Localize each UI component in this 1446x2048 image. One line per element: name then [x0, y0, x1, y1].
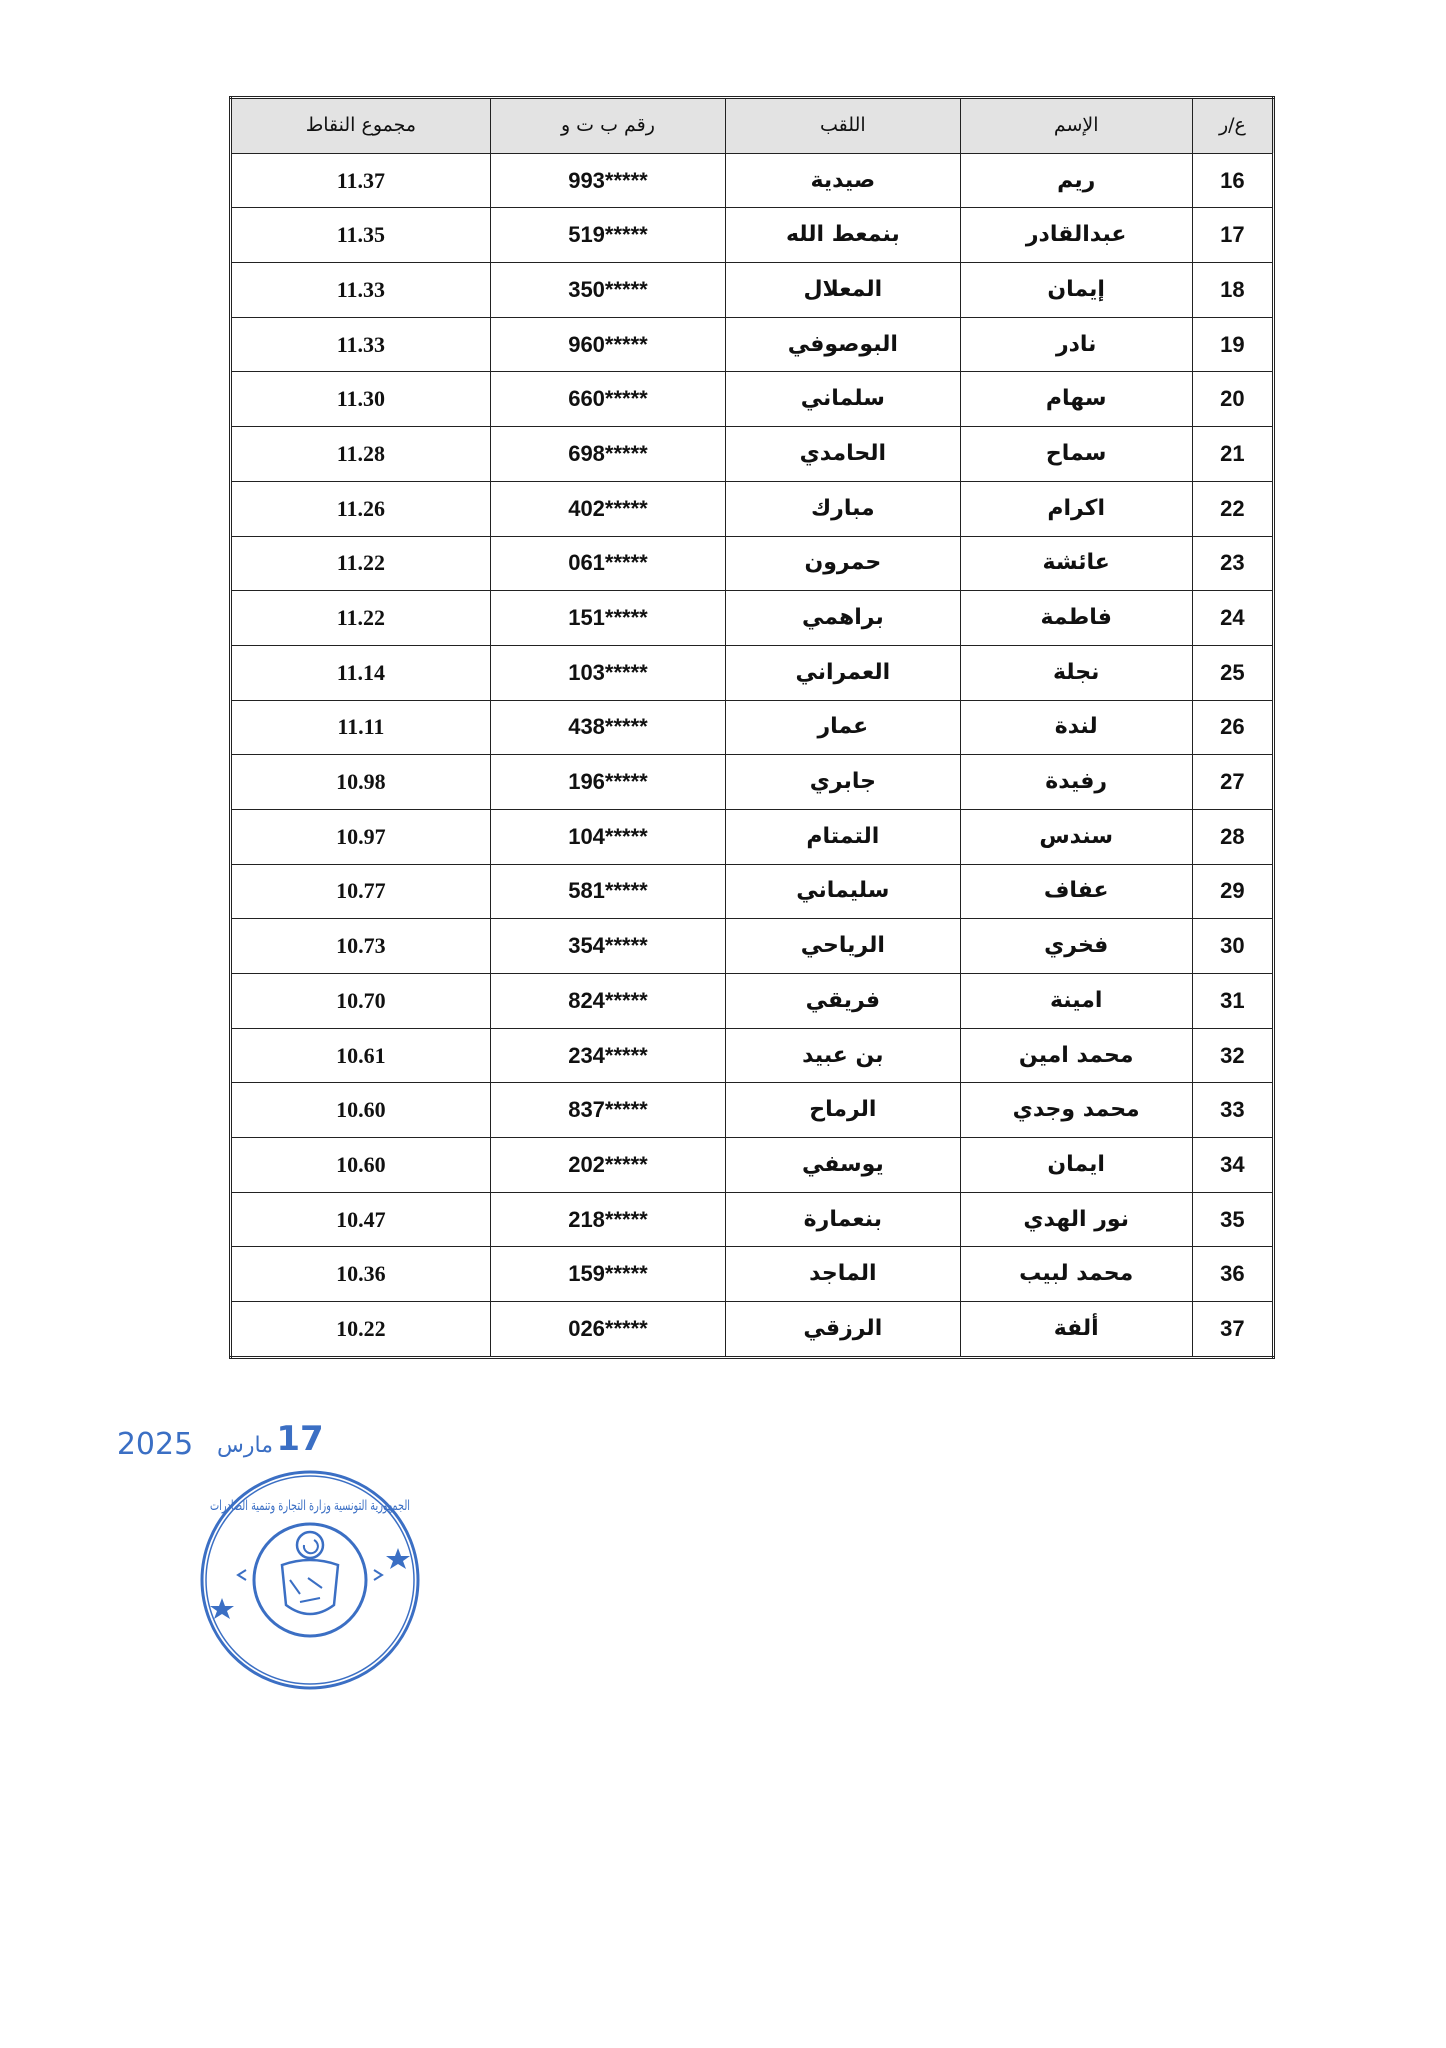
row-last-name-text: التمتام [806, 823, 880, 849]
row-total-points-text: 11.33 [336, 276, 386, 302]
row-last-name [726, 1302, 960, 1358]
row-num-text: 34 [1220, 1151, 1245, 1177]
row-total-points-text: 10.73 [336, 933, 386, 959]
handwritten-date [117, 1419, 324, 1462]
row-first-name-text: رفيدة [1045, 769, 1108, 795]
row-last-name-text: الرماح [809, 1097, 877, 1123]
row-id-number-text: 196***** [568, 769, 648, 795]
row-last-name-text: المعلال [803, 276, 883, 302]
row-total-points-text: 10.22 [336, 1315, 386, 1341]
row-id-number-text: 218***** [568, 1206, 648, 1232]
row-total-points [231, 372, 491, 427]
row-num [1192, 317, 1273, 372]
row-total-points-text: 11.11 [337, 714, 385, 740]
row-num-text: 18 [1220, 276, 1245, 302]
row-total-points-text: 11.28 [336, 440, 386, 466]
table-row [231, 974, 1274, 1029]
table-row [231, 317, 1274, 372]
table-row [231, 864, 1274, 919]
table-row [231, 591, 1274, 646]
row-id-number [490, 263, 725, 318]
row-id-number [490, 372, 725, 427]
row-id-number [490, 755, 725, 810]
row-total-points-text: 11.22 [336, 605, 386, 631]
row-last-name-text: بن عبيد [802, 1042, 884, 1068]
row-id-number [490, 974, 725, 1029]
row-total-points [231, 755, 491, 810]
row-id-number-text: 234***** [568, 1042, 648, 1068]
row-first-name-text: ريم [1057, 167, 1096, 193]
row-id-number [490, 481, 725, 536]
row-last-name [726, 153, 960, 208]
row-first-name-text: نور الهدي [1023, 1206, 1129, 1232]
row-num [1192, 208, 1273, 263]
row-id-number-text: 698***** [568, 440, 648, 466]
row-last-name [726, 755, 960, 810]
row-last-name-text: صيدية [810, 167, 876, 193]
row-total-points [231, 263, 491, 318]
row-num [1192, 1302, 1273, 1358]
row-total-points [231, 481, 491, 536]
row-num [1192, 864, 1273, 919]
row-num-text: 20 [1220, 386, 1245, 412]
row-last-name [726, 645, 960, 700]
row-first-name [960, 536, 1192, 591]
row-first-name [960, 700, 1192, 755]
row-last-name [726, 919, 960, 974]
row-last-name-text: براهمي [801, 605, 884, 631]
row-last-name-text: الرياحي [800, 933, 885, 959]
row-total-points-text: 10.98 [336, 769, 386, 795]
row-num-text: 26 [1220, 714, 1245, 740]
header-first-name: الإسم [960, 98, 1192, 154]
row-first-name-text: سماح [1045, 440, 1107, 466]
row-first-name-text: محمد امين [1018, 1042, 1134, 1068]
table-row [231, 1247, 1274, 1302]
row-total-points [231, 919, 491, 974]
row-total-points-text: 11.35 [336, 222, 386, 248]
row-last-name [726, 208, 960, 263]
row-total-points [231, 974, 491, 1029]
row-total-points [231, 317, 491, 372]
row-total-points-text: 10.60 [336, 1151, 386, 1177]
row-num-text: 25 [1220, 659, 1245, 685]
row-first-name [960, 481, 1192, 536]
row-last-name-text: بنمعط الله [785, 222, 900, 248]
row-num [1192, 263, 1273, 318]
row-id-number [490, 1028, 725, 1083]
row-first-name-text: محمد وجدي [1012, 1097, 1140, 1123]
row-id-number-text: 438***** [568, 714, 648, 740]
row-total-points-text: 11.22 [336, 550, 386, 576]
row-first-name-text: امينة [1049, 987, 1103, 1013]
table-row [231, 1083, 1274, 1138]
row-num [1192, 645, 1273, 700]
row-last-name [726, 1247, 960, 1302]
row-total-points [231, 809, 491, 864]
row-total-points [231, 536, 491, 591]
row-num-text: 32 [1220, 1042, 1245, 1068]
row-num-text: 35 [1220, 1206, 1245, 1232]
row-total-points-text: 10.61 [336, 1042, 386, 1068]
row-last-name-text: عمار [817, 714, 869, 740]
row-num-text: 16 [1220, 167, 1245, 193]
row-first-name-text: فخري [1044, 933, 1109, 959]
table-row [231, 372, 1274, 427]
row-last-name [726, 700, 960, 755]
row-total-points-text: 11.26 [336, 495, 386, 521]
row-first-name-text: سهام [1045, 386, 1107, 412]
row-first-name-text: نادر [1055, 331, 1097, 357]
row-last-name-text: البوصوفي [787, 331, 898, 357]
table-row [231, 919, 1274, 974]
row-first-name [960, 427, 1192, 482]
row-total-points-text: 10.47 [336, 1206, 386, 1232]
row-num [1192, 372, 1273, 427]
row-first-name-text: اكرام [1047, 495, 1106, 521]
row-first-name-text: ألفة [1053, 1315, 1099, 1341]
table-row [231, 208, 1274, 263]
row-num-text: 17 [1220, 222, 1245, 248]
row-num-text: 37 [1220, 1315, 1245, 1341]
row-total-points [231, 427, 491, 482]
row-num-text: 24 [1220, 605, 1245, 631]
row-num [1192, 1083, 1273, 1138]
row-total-points [231, 1302, 491, 1358]
row-id-number [490, 809, 725, 864]
row-id-number [490, 591, 725, 646]
table-row [231, 700, 1274, 755]
row-num [1192, 1028, 1273, 1083]
row-last-name [726, 372, 960, 427]
header-total-points: مجموع النقاط [231, 98, 491, 154]
header-last-name: اللقب [726, 98, 960, 154]
row-first-name [960, 1302, 1192, 1358]
row-num [1192, 974, 1273, 1029]
row-last-name [726, 317, 960, 372]
row-id-number [490, 427, 725, 482]
row-total-points [231, 1028, 491, 1083]
row-id-number-text: 202***** [568, 1151, 648, 1177]
row-first-name [960, 864, 1192, 919]
row-id-number [490, 317, 725, 372]
row-last-name [726, 427, 960, 482]
row-last-name-text: الماجد [809, 1261, 877, 1287]
row-num [1192, 427, 1273, 482]
row-last-name [726, 1192, 960, 1247]
row-last-name-text: مبارك [810, 495, 875, 521]
row-num-text: 23 [1220, 550, 1245, 576]
row-last-name [726, 974, 960, 1029]
row-last-name-text: جابري [809, 769, 876, 795]
row-id-number-text: 960***** [568, 331, 648, 357]
row-num [1192, 1192, 1273, 1247]
row-id-number [490, 700, 725, 755]
row-num-text: 27 [1220, 769, 1245, 795]
row-num [1192, 481, 1273, 536]
row-num-text: 19 [1220, 331, 1245, 357]
row-first-name [960, 591, 1192, 646]
row-total-points [231, 1192, 491, 1247]
row-id-number-text: 519***** [568, 222, 648, 248]
row-first-name-text: إيمان [1047, 276, 1105, 302]
table-row [231, 1138, 1274, 1193]
row-first-name [960, 1192, 1192, 1247]
table-row [231, 263, 1274, 318]
row-num [1192, 1247, 1273, 1302]
row-id-number [490, 1083, 725, 1138]
row-first-name-text: محمد لبيب [1019, 1261, 1134, 1287]
table-row [231, 536, 1274, 591]
row-total-points [231, 864, 491, 919]
row-id-number-text: 104***** [568, 823, 648, 849]
row-first-name-text: لندة [1054, 714, 1098, 740]
table-header-row [231, 98, 1274, 154]
row-num [1192, 536, 1273, 591]
header-id-number: رقم ب ت و [490, 98, 725, 154]
table-row [231, 1302, 1274, 1358]
row-num [1192, 1138, 1273, 1193]
row-total-points [231, 1138, 491, 1193]
row-id-number [490, 1138, 725, 1193]
table-row [231, 755, 1274, 810]
row-id-number [490, 1302, 725, 1358]
row-id-number-text: 660***** [568, 386, 648, 412]
row-id-number-text: 402***** [568, 495, 648, 521]
row-total-points-text: 11.30 [336, 386, 386, 412]
row-num-text: 22 [1220, 495, 1245, 521]
row-id-number [490, 645, 725, 700]
row-first-name-text: سندس [1039, 823, 1114, 849]
date-day: 17 [276, 1419, 324, 1459]
row-id-number-text: 824***** [568, 987, 648, 1013]
seal-icon [202, 1472, 418, 1688]
official-stamp [60, 1420, 420, 1720]
row-last-name [726, 536, 960, 591]
row-last-name [726, 1028, 960, 1083]
row-id-number-text: 993***** [568, 167, 648, 193]
date-month: مارس [217, 1433, 273, 1458]
row-num-text: 33 [1220, 1097, 1245, 1123]
row-total-points [231, 153, 491, 208]
row-num [1192, 755, 1273, 810]
row-total-points [231, 1083, 491, 1138]
row-last-name-text: يوسفي [801, 1151, 884, 1177]
row-total-points-text: 10.36 [336, 1261, 386, 1287]
row-first-name-text: ايمان [1047, 1151, 1105, 1177]
table-row [231, 809, 1274, 864]
row-num-text: 31 [1220, 987, 1245, 1013]
row-id-number [490, 153, 725, 208]
row-num [1192, 919, 1273, 974]
row-last-name-text: فريقي [805, 987, 881, 1013]
row-first-name [960, 1247, 1192, 1302]
row-total-points [231, 591, 491, 646]
row-first-name [960, 317, 1192, 372]
row-first-name [960, 372, 1192, 427]
table-row [231, 1028, 1274, 1083]
table-row [231, 645, 1274, 700]
row-id-number-text: 061***** [568, 550, 648, 576]
row-total-points-text: 10.70 [336, 987, 386, 1013]
row-first-name [960, 153, 1192, 208]
row-first-name [960, 919, 1192, 974]
row-num-text: 36 [1220, 1261, 1245, 1287]
row-first-name [960, 1083, 1192, 1138]
row-total-points [231, 208, 491, 263]
row-last-name-text: الحامدي [799, 440, 887, 466]
row-num [1192, 153, 1273, 208]
row-first-name-text: عائشة [1042, 550, 1110, 576]
row-id-number [490, 208, 725, 263]
results-table [229, 96, 1275, 1359]
row-last-name-text: بنعمارة [803, 1206, 882, 1232]
row-last-name [726, 809, 960, 864]
row-total-points-text: 11.37 [336, 167, 386, 193]
row-id-number-text: 151***** [568, 605, 648, 631]
row-last-name [726, 1138, 960, 1193]
row-last-name [726, 263, 960, 318]
row-total-points-text: 10.77 [336, 878, 386, 904]
row-first-name [960, 755, 1192, 810]
row-num-text: 28 [1220, 823, 1245, 849]
row-num-text: 30 [1220, 933, 1245, 959]
row-first-name-text: فاطمة [1040, 605, 1112, 631]
row-last-name [726, 1083, 960, 1138]
row-total-points [231, 700, 491, 755]
row-first-name [960, 208, 1192, 263]
row-first-name [960, 263, 1192, 318]
row-num [1192, 591, 1273, 646]
row-total-points-text: 10.97 [336, 823, 386, 849]
row-num-text: 21 [1220, 440, 1245, 466]
table-row [231, 427, 1274, 482]
row-last-name [726, 481, 960, 536]
row-first-name-text: عفاف [1043, 878, 1109, 904]
row-id-number-text: 837***** [568, 1097, 648, 1123]
row-last-name [726, 591, 960, 646]
row-first-name-text: عبدالقادر [1025, 222, 1127, 248]
row-last-name-text: سلماني [800, 386, 885, 412]
row-last-name [726, 864, 960, 919]
row-id-number-text: 354***** [568, 933, 648, 959]
row-num [1192, 700, 1273, 755]
row-first-name [960, 1028, 1192, 1083]
table-row [231, 1192, 1274, 1247]
row-id-number-text: 103***** [568, 659, 648, 685]
row-id-number [490, 536, 725, 591]
row-id-number [490, 919, 725, 974]
row-id-number-text: 350***** [568, 276, 648, 302]
date-year: 2025 [116, 1427, 194, 1462]
row-first-name [960, 809, 1192, 864]
row-id-number [490, 864, 725, 919]
row-first-name-text: نجلة [1052, 659, 1100, 685]
row-id-number [490, 1247, 725, 1302]
table-row [231, 153, 1274, 208]
row-last-name-text: سليماني [796, 878, 890, 904]
row-id-number-text: 581***** [568, 878, 648, 904]
row-id-number-text: 026***** [568, 1315, 648, 1341]
row-total-points-text: 10.60 [336, 1097, 386, 1123]
row-first-name [960, 645, 1192, 700]
row-num-text: 29 [1220, 878, 1245, 904]
row-num [1192, 809, 1273, 864]
row-total-points [231, 1247, 491, 1302]
table-row [231, 481, 1274, 536]
row-last-name-text: العمراني [795, 659, 891, 685]
seal-text: الجمهورية التونسية وزارة التجارة وتنمية الصادرات [210, 1498, 410, 1514]
row-first-name [960, 974, 1192, 1029]
row-total-points [231, 645, 491, 700]
header-num: ع/ر [1192, 98, 1273, 154]
row-id-number-text: 159***** [568, 1261, 648, 1287]
row-last-name-text: الرزقي [803, 1315, 883, 1341]
row-total-points-text: 11.14 [336, 659, 386, 685]
row-first-name [960, 1138, 1192, 1193]
row-last-name-text: حمرون [804, 550, 882, 576]
row-id-number [490, 1192, 725, 1247]
row-total-points-text: 11.33 [336, 331, 386, 357]
